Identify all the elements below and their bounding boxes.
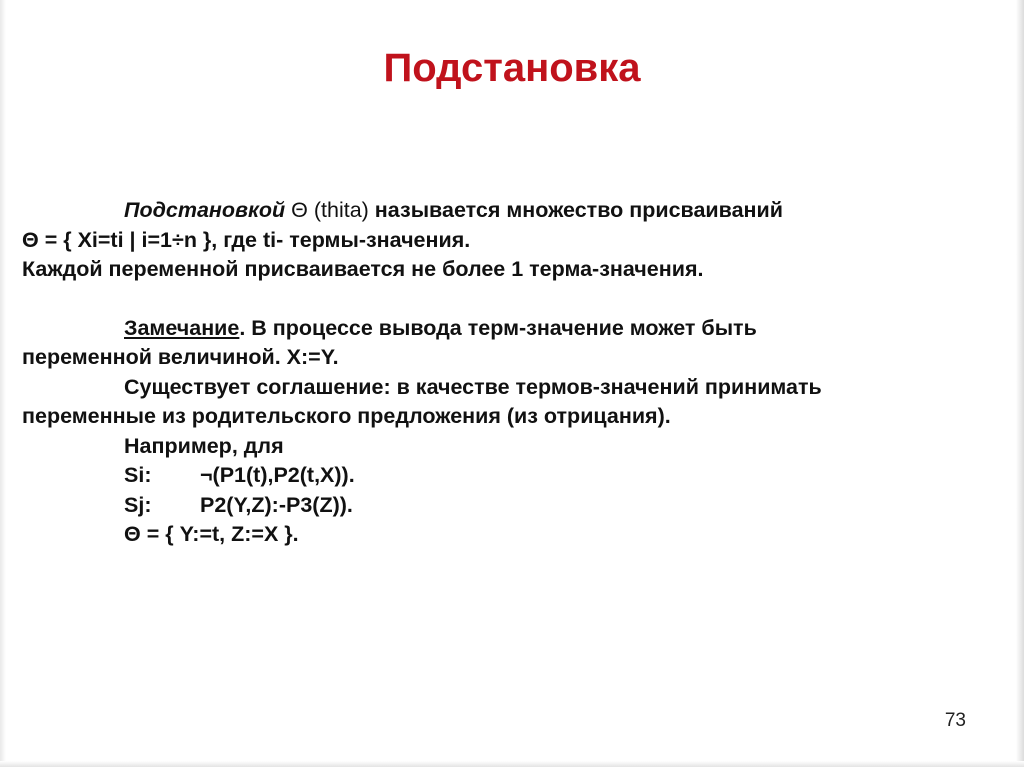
remark-line-1: [22, 314, 1002, 344]
slide-frame-bottom: [0, 761, 1024, 767]
example-si-label: Si:: [124, 463, 152, 487]
definition-term: Подстановкой: [124, 198, 286, 222]
paragraph-gap: [22, 285, 1002, 314]
slide-frame-left: [0, 0, 6, 767]
slide-body: [22, 196, 1002, 550]
definition-line-3: Каждой переменной присваивается не более 1 терма-значения.: [22, 257, 704, 281]
remark-line-3: Существует соглашение: в качестве термов-значений принимать: [124, 374, 822, 399]
example-si: [22, 461, 1002, 491]
page-number: 73: [944, 710, 966, 731]
definition-rest: называется множество присваиваний: [368, 198, 783, 222]
example-theta: Θ = { Y:=t, Z:=X }.: [124, 522, 299, 546]
slide-frame-right: [1016, 0, 1024, 767]
definition-symbol: Θ (thita): [285, 198, 369, 222]
remark-line-2: переменной величиной. X:=Y.: [22, 345, 339, 369]
example-si-value: ¬(P1(t),P2(t,X)).: [200, 463, 355, 487]
definition-line-1: [22, 196, 1002, 226]
example-sj-label: Sj:: [124, 492, 152, 517]
example-sj: [22, 491, 1002, 521]
slide-title: Подстановка: [383, 46, 641, 90]
remark-text-1: . В процессе вывода терм-значение может быть: [239, 315, 757, 340]
example-sj-value: P2(Y,Z):-P3(Z)).: [200, 492, 353, 517]
remark-line-4: переменные из родительского предложения (из отрицания).: [22, 404, 671, 428]
remark-line-5: Например, для: [124, 433, 284, 458]
remark-label: Замечание: [124, 315, 240, 340]
definition-line-2: Θ = { Xi=ti | i=1÷n }, где ti- термы-значения.: [22, 227, 471, 252]
